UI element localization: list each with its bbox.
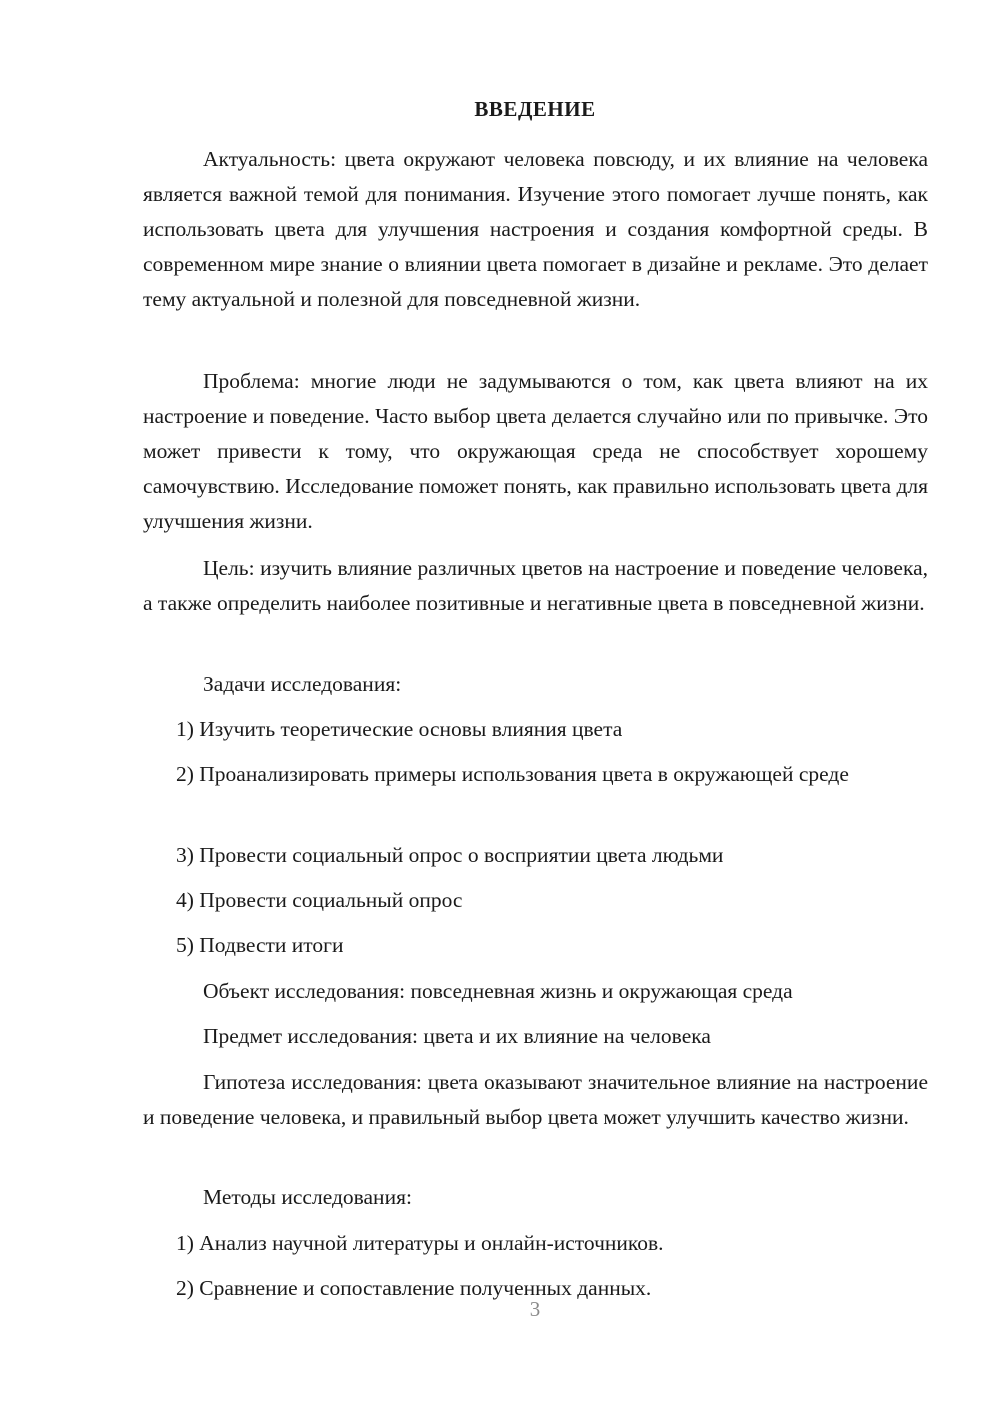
task-item-5: 5) Подвести итоги	[176, 933, 344, 957]
tasks-heading: Задачи исследования:	[203, 672, 402, 696]
task-item-2: 2) Проанализировать примеры использования цвета в окружающей среде	[176, 762, 849, 786]
page-number: 3	[529, 1297, 541, 1321]
method-item-1: 1) Анализ научной литературы и онлайн-источников.	[176, 1231, 664, 1255]
methods-heading: Методы исследования:	[203, 1185, 412, 1209]
task-item-4: 4) Провести социальный опрос	[176, 888, 463, 912]
goal-paragraph: Цель: изучить влияние различных цветов на настроение и поведение человека, а также определить наиболее позитивные и негативные цвета в повседневной жизни.	[143, 556, 928, 615]
task-item-1: 1) Изучить теоретические основы влияния цвета	[176, 717, 623, 741]
section-title: ВВЕДЕНИЕ	[474, 97, 596, 121]
hypothesis-paragraph: Гипотеза исследования: цвета оказывают значительное влияние на настроение и поведение человека, и правильный выбор цвета может улучшить качество жизни.	[143, 1070, 928, 1129]
method-item-2: 2) Сравнение и сопоставление полученных данных.	[176, 1276, 652, 1300]
object-paragraph: Объект исследования: повседневная жизнь и окружающая среда	[203, 979, 793, 1003]
relevance-paragraph: Актуальность: цвета окружают человека повсюду, и их влияние на человека является важной темой для понимания. Изучение этого помогает лучше понять, как использовать цвета для улучшения настроения и создания комфортной среды. В современном мире знание о влиянии цвета помогает в дизайне и рекламе. Это делает тему актуальной и полезной для повседневной жизни.	[143, 147, 928, 311]
problem-paragraph: Проблема: многие люди не задумываются о том, как цвета влияют на их настроение и поведение. Часто выбор цвета делается случайно или по привычке. Это может привести к тому, что окружающая среда не способствует хорошему самочувствию. Исследование поможет понять, как правильно использовать цвета для улучшения жизни.	[143, 369, 928, 533]
task-item-3: 3) Провести социальный опрос о восприятии цвета людьми	[176, 843, 724, 867]
subject-paragraph: Предмет исследования: цвета и их влияние на человека	[203, 1024, 711, 1048]
